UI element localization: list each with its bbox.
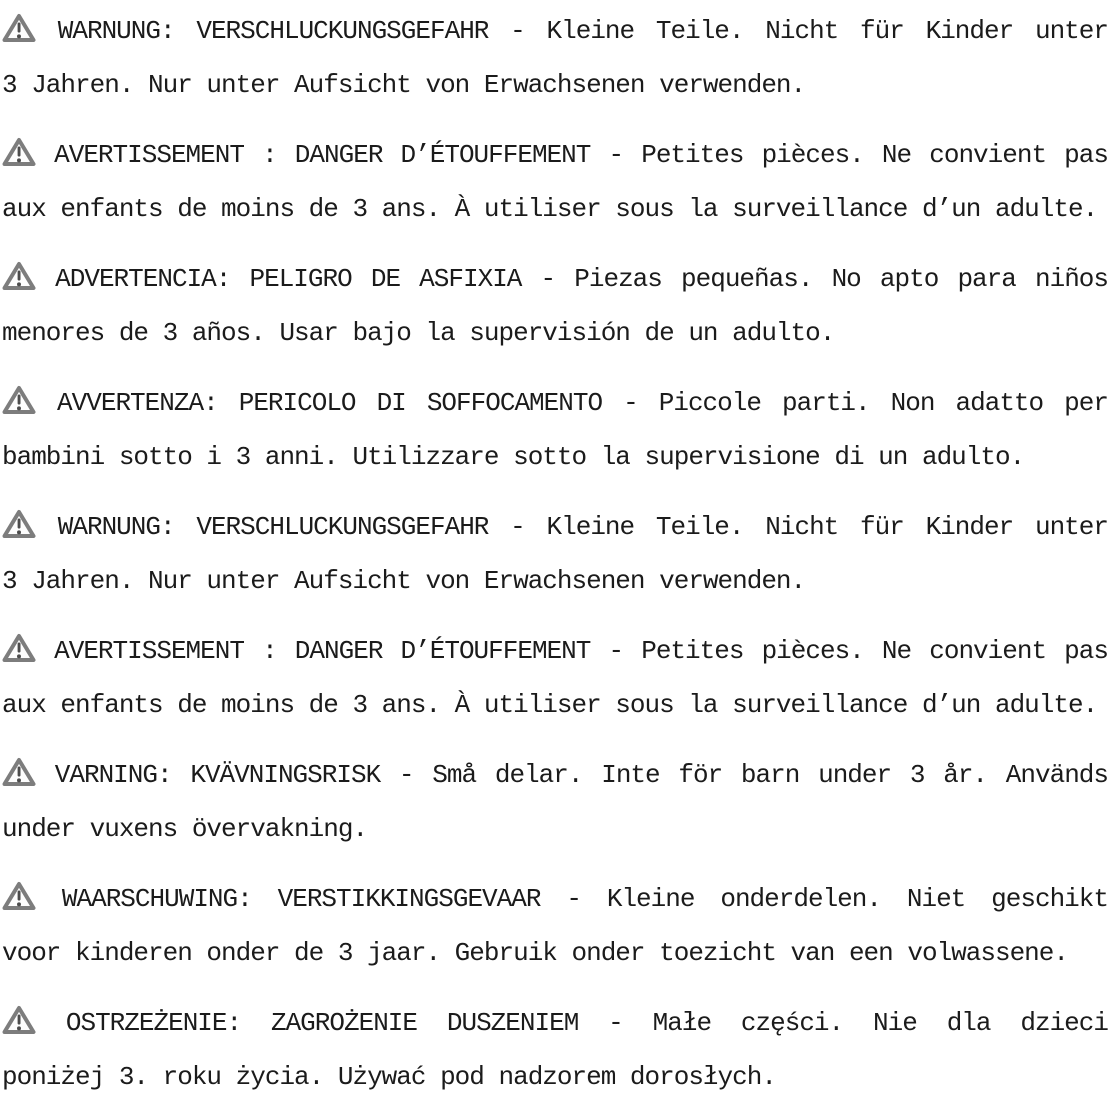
warning-line	[2, 748, 1108, 802]
warning-text-line1: WARNUNG: VERSCHLUCKUNGSGEFAHR - Kleine Teile. Nicht für Kinder unter	[57, 512, 1108, 542]
warning-triangle-icon	[2, 872, 36, 926]
warning-line	[2, 996, 1108, 1050]
warning-line	[2, 252, 1108, 306]
warning-text-line2: 3 Jahren. Nur unter Aufsicht von Erwachsenen verwenden.	[2, 70, 806, 100]
warning-triangle-icon	[2, 748, 36, 802]
warning-text-line1: OSTRZEŻENIE: ZAGROŻENIE DUSZENIEM - Małe części. Nie dla dzieci	[65, 1008, 1108, 1038]
warning-line	[2, 624, 1108, 678]
warning-text-line2: aux enfants de moins de 3 ans. À utiliser sous la surveillance d’un adulte.	[2, 690, 1098, 720]
warning-triangle-icon	[2, 500, 36, 554]
warning-text-line2: bambini sotto i 3 anni. Utilizzare sotto la supervisione di un adulto.	[2, 442, 1025, 472]
warning-triangle-icon	[2, 624, 36, 678]
warning-item-spanish	[2, 252, 1108, 360]
warning-item-german-1	[2, 4, 1108, 112]
warning-item-french-2	[2, 624, 1108, 732]
warning-item-swedish	[2, 748, 1108, 856]
warning-text-line1: AVERTISSEMENT : DANGER D’ÉTOUFFEMENT - Petites pièces. Ne convient pas	[54, 636, 1108, 666]
warning-line	[2, 128, 1108, 182]
warning-line	[2, 376, 1108, 430]
warning-text-line1: AVERTISSEMENT : DANGER D’ÉTOUFFEMENT - Petites pièces. Ne convient pas	[54, 140, 1108, 170]
warning-label-document	[2, 4, 1108, 1104]
warning-item-dutch	[2, 872, 1108, 980]
warning-text-line1: WARNUNG: VERSCHLUCKUNGSGEFAHR - Kleine Teile. Nicht für Kinder unter	[57, 16, 1108, 46]
warning-text-line2: poniżej 3. roku życia. Używać pod nadzorem dorosłych.	[2, 1062, 776, 1092]
warning-text-line1: WAARSCHUWING: VERSTIKKINGSGEVAAR - Kleine onderdelen. Niet geschikt	[61, 884, 1108, 914]
warning-text-line2: 3 Jahren. Nur unter Aufsicht von Erwachsenen verwenden.	[2, 566, 806, 596]
warning-text-line1: ADVERTENCIA: PELIGRO DE ASFIXIA - Piezas pequeñas. No apto para niños	[55, 264, 1108, 294]
warning-text-line1: VARNING: KVÄVNINGSRISK - Små delar. Inte för barn under 3 år. Används	[54, 760, 1108, 790]
warning-item-german-2	[2, 500, 1108, 608]
warning-text-line2: menores de 3 años. Usar bajo la supervisión de un adulto.	[2, 318, 835, 348]
warning-triangle-icon	[2, 376, 36, 430]
warning-item-french-1	[2, 128, 1108, 236]
warning-triangle-icon	[2, 4, 36, 58]
warning-triangle-icon	[2, 996, 36, 1050]
warning-text-line2: aux enfants de moins de 3 ans. À utiliser sous la surveillance d’un adulte.	[2, 194, 1098, 224]
warning-triangle-icon	[2, 128, 36, 182]
warning-line	[2, 872, 1108, 926]
warning-text-line1: AVVERTENZA: PERICOLO DI SOFFOCAMENTO - Piccole parti. Non adatto per	[57, 388, 1108, 418]
warning-text-line2: voor kinderen onder de 3 jaar. Gebruik onder toezicht van een volwassene.	[2, 938, 1068, 968]
warning-line	[2, 4, 1108, 58]
warning-text-line2: under vuxens övervakning.	[2, 814, 368, 844]
warning-line	[2, 500, 1108, 554]
warning-item-polish	[2, 996, 1108, 1104]
warning-item-italian	[2, 376, 1108, 484]
warning-triangle-icon	[2, 252, 36, 306]
